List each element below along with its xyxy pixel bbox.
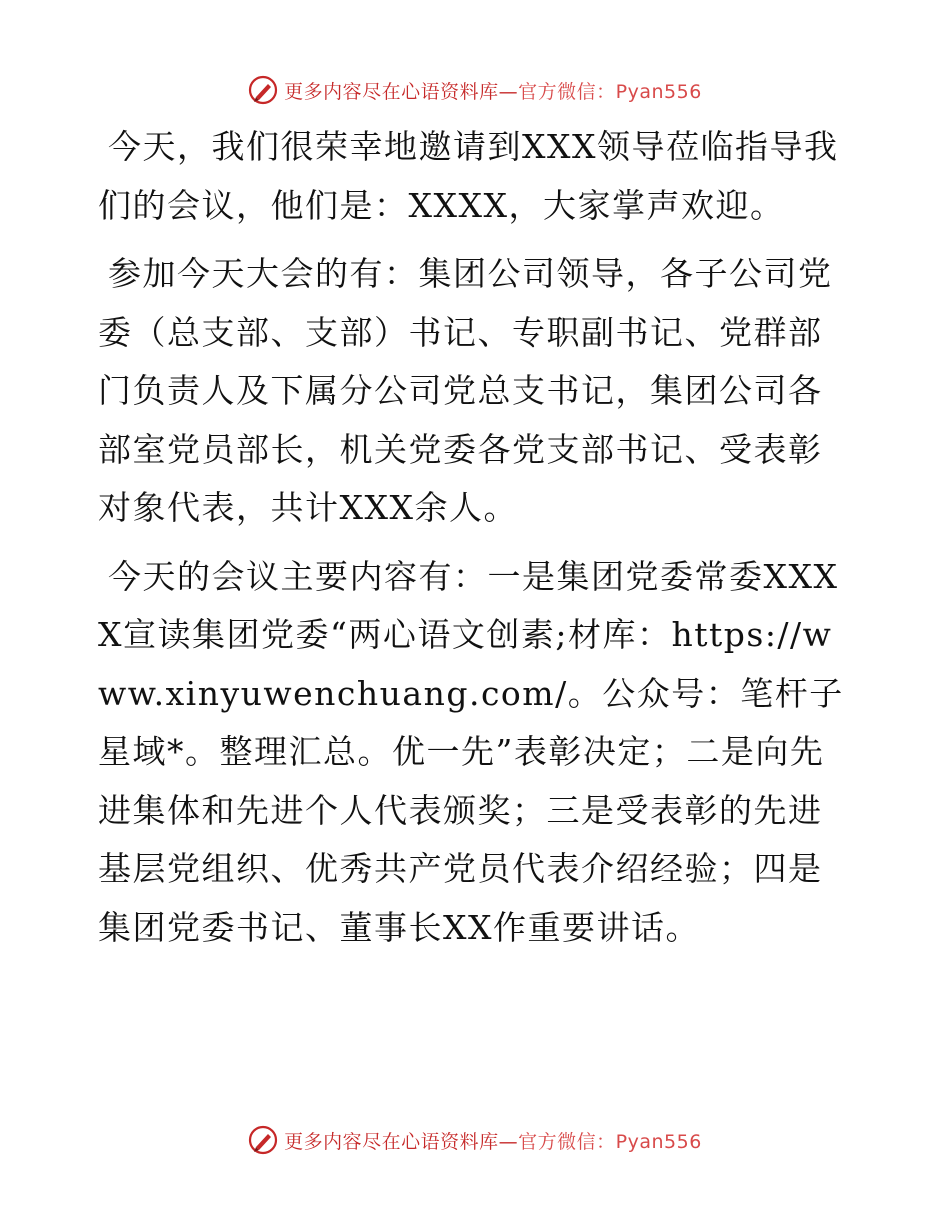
paragraph-attendees: 参加今天大会的有：集团公司领导，各子公司党委（总支部、支部）书记、专职副书记、党群部门负责人及下属分公司党总支书记，集团公司各部室党员部长，机关党委各党支部书记、受表彰对象代表，共计XXX余人。 — [98, 254, 833, 527]
footer-wechat-text: 官方微信：Pyan556 — [518, 1130, 702, 1153]
paragraph-welcome: 今天，我们很荣幸地邀请到XXX领导莅临指导我们的会议，他们是：XXXX，大家掌声欢迎。 — [98, 127, 839, 225]
footer-text — [284, 1127, 702, 1154]
header-site-text: 更多内容尽在心语资料库 — [284, 80, 499, 103]
header-dash: — — [498, 80, 519, 103]
pen-logo-icon — [248, 75, 278, 105]
paragraph-agenda: 今天的会议主要内容有：一是集团党委常委XXXX宣读集团党委“两心语文创素;材库：https://www.xinyuwenchuang.com/。公众号：笔杆子星域*。整理汇总。优一先”表彰决定；二是向先进集体和先进个人代表颁奖；三是受表彰的先进基层党组织、优秀共产党员代表介绍经验；四是集团党委书记、董事长XX作重要讲话。 — [98, 556, 844, 947]
header-banner — [0, 70, 950, 110]
footer-site-text: 更多内容尽在心语资料库 — [284, 1130, 499, 1153]
pen-logo-icon — [248, 1125, 278, 1155]
footer-banner — [0, 1120, 950, 1160]
header-text — [284, 77, 702, 104]
document-body — [98, 118, 853, 967]
header-wechat-text: 官方微信：Pyan556 — [518, 80, 702, 103]
footer-dash: — — [498, 1130, 519, 1153]
